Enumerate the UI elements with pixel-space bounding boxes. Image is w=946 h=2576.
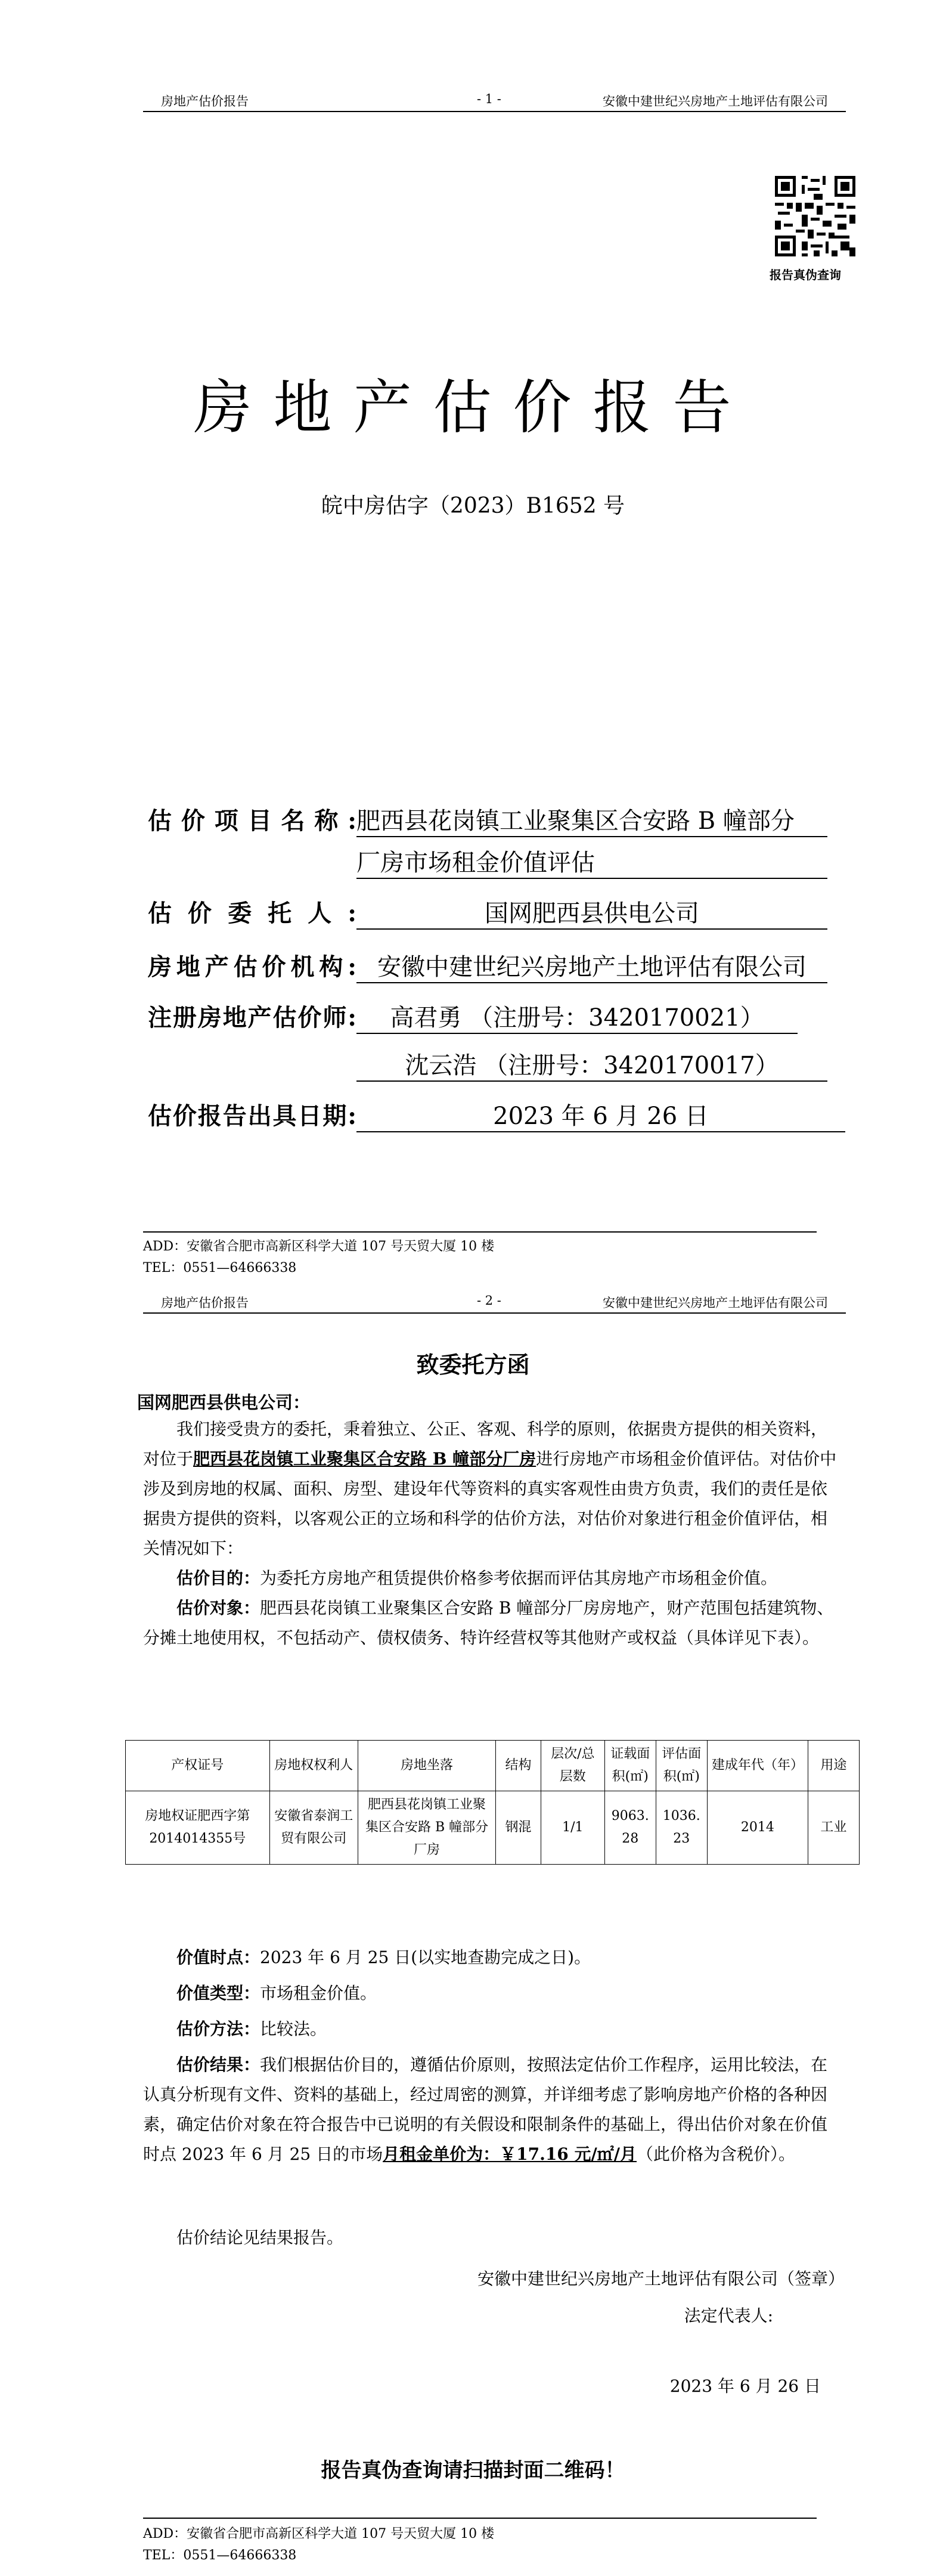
client-name: 国网肥西县供电公司 [356, 894, 827, 930]
addressee: 国网肥西县供电公司： [137, 1392, 311, 1413]
th-floors: 层次/总层数 [541, 1741, 604, 1791]
header-left: 房地产估价报告 [161, 94, 249, 109]
result-price: 月租金单价为：￥17.16 元/㎡/月 [383, 2144, 637, 2164]
value-type-paragraph [143, 1979, 840, 2008]
footer-divider [143, 2518, 817, 2519]
appraiser-label: 注册房地产估价师: [148, 1004, 356, 1032]
report-title: 房地产估价报告 [193, 374, 753, 442]
value-type-text: 市场租金价值。 [260, 1983, 377, 2003]
td-cert: 房地权证肥西字第2014014355号 [126, 1791, 270, 1865]
value-date-label: 价值时点： [176, 1948, 260, 1967]
signature-rep: 法定代表人: [684, 2306, 773, 2326]
td-owner: 安徽省泰润工贸有限公司 [269, 1791, 358, 1865]
intro-text-rest: 进行房地产市场租金价值评估。对估价中涉及到房地的权属、面积、房型、建设年代等资料的真实客观性由贵方负责，我们的责任是依据贵方提供的资料，以客观公正的立场和科学的估价方法，对估价对象进行租金价值评估，相关情况如下： [143, 1449, 837, 1558]
header-page-number: - 2 - [477, 1293, 501, 1308]
property-table [125, 1740, 860, 1865]
footer-tel: TEL：0551—64666338 [143, 2548, 297, 2563]
project-name-line2: 厂房市场租金价值评估 [356, 844, 827, 879]
page-header [143, 1291, 846, 1314]
letter-title: 致委托方函 [416, 1352, 530, 1378]
table-row [126, 1791, 860, 1865]
header-company: 安徽中建世纪兴房地产土地评估有限公司 [603, 94, 828, 109]
method-paragraph [143, 2014, 840, 2044]
agency-name: 安徽中建世纪兴房地产土地评估有限公司 [356, 948, 827, 983]
intro-text: 我们接受贵方的委托，秉着独立、公正、客观、科学的原则，依据贵方提供的相关资料，对位于 [143, 1419, 828, 1469]
th-owner: 房地权权利人 [269, 1741, 358, 1791]
th-location: 房地坐落 [358, 1741, 495, 1791]
see-report: 估价结论见结果报告。 [176, 2228, 344, 2247]
th-use: 用途 [808, 1741, 859, 1791]
qr-caption: 报告真伪查询 [770, 268, 841, 282]
appraiser-2: 沈云浩 （注册号：3420170017） [356, 1046, 827, 1082]
report-date: 2023 年 6 月 26 日 [356, 1097, 845, 1132]
appraiser-1: 高君勇 （注册号：3420170021） [356, 999, 798, 1034]
td-location: 肥西县花岗镇工业聚集区合安路 B 幢部分厂房 [358, 1791, 495, 1865]
value-date-text: 2023 年 6 月 25 日(以实地查勘完成之日)。 [260, 1948, 591, 1967]
footer-address: ADD：安徽省合肥市高新区科学大道 107 号天贸大厦 10 楼 [143, 1239, 495, 1254]
td-structure: 钢混 [496, 1791, 541, 1865]
intro-paragraph [143, 1414, 840, 1563]
th-eval-area: 评估面积(㎡) [656, 1741, 707, 1791]
report-number: 皖中房估字（2023）B1652 号 [321, 494, 625, 518]
property-address: 肥西县花岗镇工业聚集区合安路 B 幢部分厂房 [193, 1449, 536, 1469]
footer-tel: TEL：0551—64666338 [143, 1261, 297, 1275]
td-cert-area: 9063.28 [604, 1791, 656, 1865]
client-label: 估价委托人: [148, 899, 356, 927]
method-label: 估价方法： [176, 2019, 260, 2039]
th-structure: 结构 [496, 1741, 541, 1791]
header-company: 安徽中建世纪兴房地产土地评估有限公司 [603, 1296, 828, 1310]
td-year: 2014 [707, 1791, 808, 1865]
value-date-paragraph [143, 1943, 840, 1973]
td-eval-area: 1036.23 [656, 1791, 707, 1865]
td-floors: 1/1 [541, 1791, 604, 1865]
date-label: 估价报告出具日期: [148, 1102, 356, 1130]
object-text: 肥西县花岗镇工业聚集区合安路 B 幢部分厂房房地产，财产范围包括建筑物、分摊土地使用权，不包括动产、债权债务、特许经营权等其他财产或权益（具体详见下表）。 [143, 1598, 834, 1648]
table-header-row [126, 1741, 860, 1791]
result-paragraph [143, 2050, 840, 2169]
verify-note: 报告真伪查询请扫描封面二维码！ [321, 2459, 625, 2482]
purpose-label: 估价目的： [176, 1568, 260, 1588]
method-text: 比较法。 [260, 2019, 327, 2039]
header-left: 房地产估价报告 [161, 1296, 249, 1310]
signature-company: 安徽中建世纪兴房地产土地评估有限公司（签章） [477, 2269, 845, 2289]
object-paragraph [143, 1593, 840, 1653]
th-cert-area: 证载面积(㎡) [604, 1741, 656, 1791]
project-label: 估价项目名称: [148, 807, 356, 835]
page-footer [143, 2524, 494, 2566]
project-name-line1: 肥西县花岗镇工业聚集区合安路 B 幢部分 [356, 802, 827, 837]
value-type-label: 价值类型： [176, 1983, 260, 2003]
object-label: 估价对象： [176, 1598, 260, 1618]
signature-date: 2023 年 6 月 26 日 [669, 2376, 821, 2396]
result-label: 估价结果： [176, 2055, 260, 2075]
result-note: （此价格为含税价）。 [637, 2144, 796, 2164]
result-text: 我们根据估价目的，遵循估价原则，按照法定估价工作程序，运用比较法，在认真分析现有文件、资料的基础上，经过周密的测算，并详细考虑了影响房地产价格的各种因素，确定估价对象在符合报告中已说明的有关假设和限制条件的基础上，得出估价对象在价值时点 2023 年 6 月 25 日的市场 [143, 2055, 828, 2164]
footer-address: ADD：安徽省合肥市高新区科学大道 107 号天贸大厦 10 楼 [143, 2527, 495, 2541]
agency-label: 房地产估价机构: [148, 953, 356, 981]
header-page-number: - 1 - [477, 92, 501, 106]
td-use: 工业 [808, 1791, 859, 1865]
purpose-text: 为委托方房地产租赁提供价格参考依据而评估其房地产市场租金价值。 [260, 1568, 778, 1588]
purpose-paragraph [143, 1563, 840, 1593]
th-year: 建成年代（年） [707, 1741, 808, 1791]
th-cert: 产权证号 [126, 1741, 270, 1791]
